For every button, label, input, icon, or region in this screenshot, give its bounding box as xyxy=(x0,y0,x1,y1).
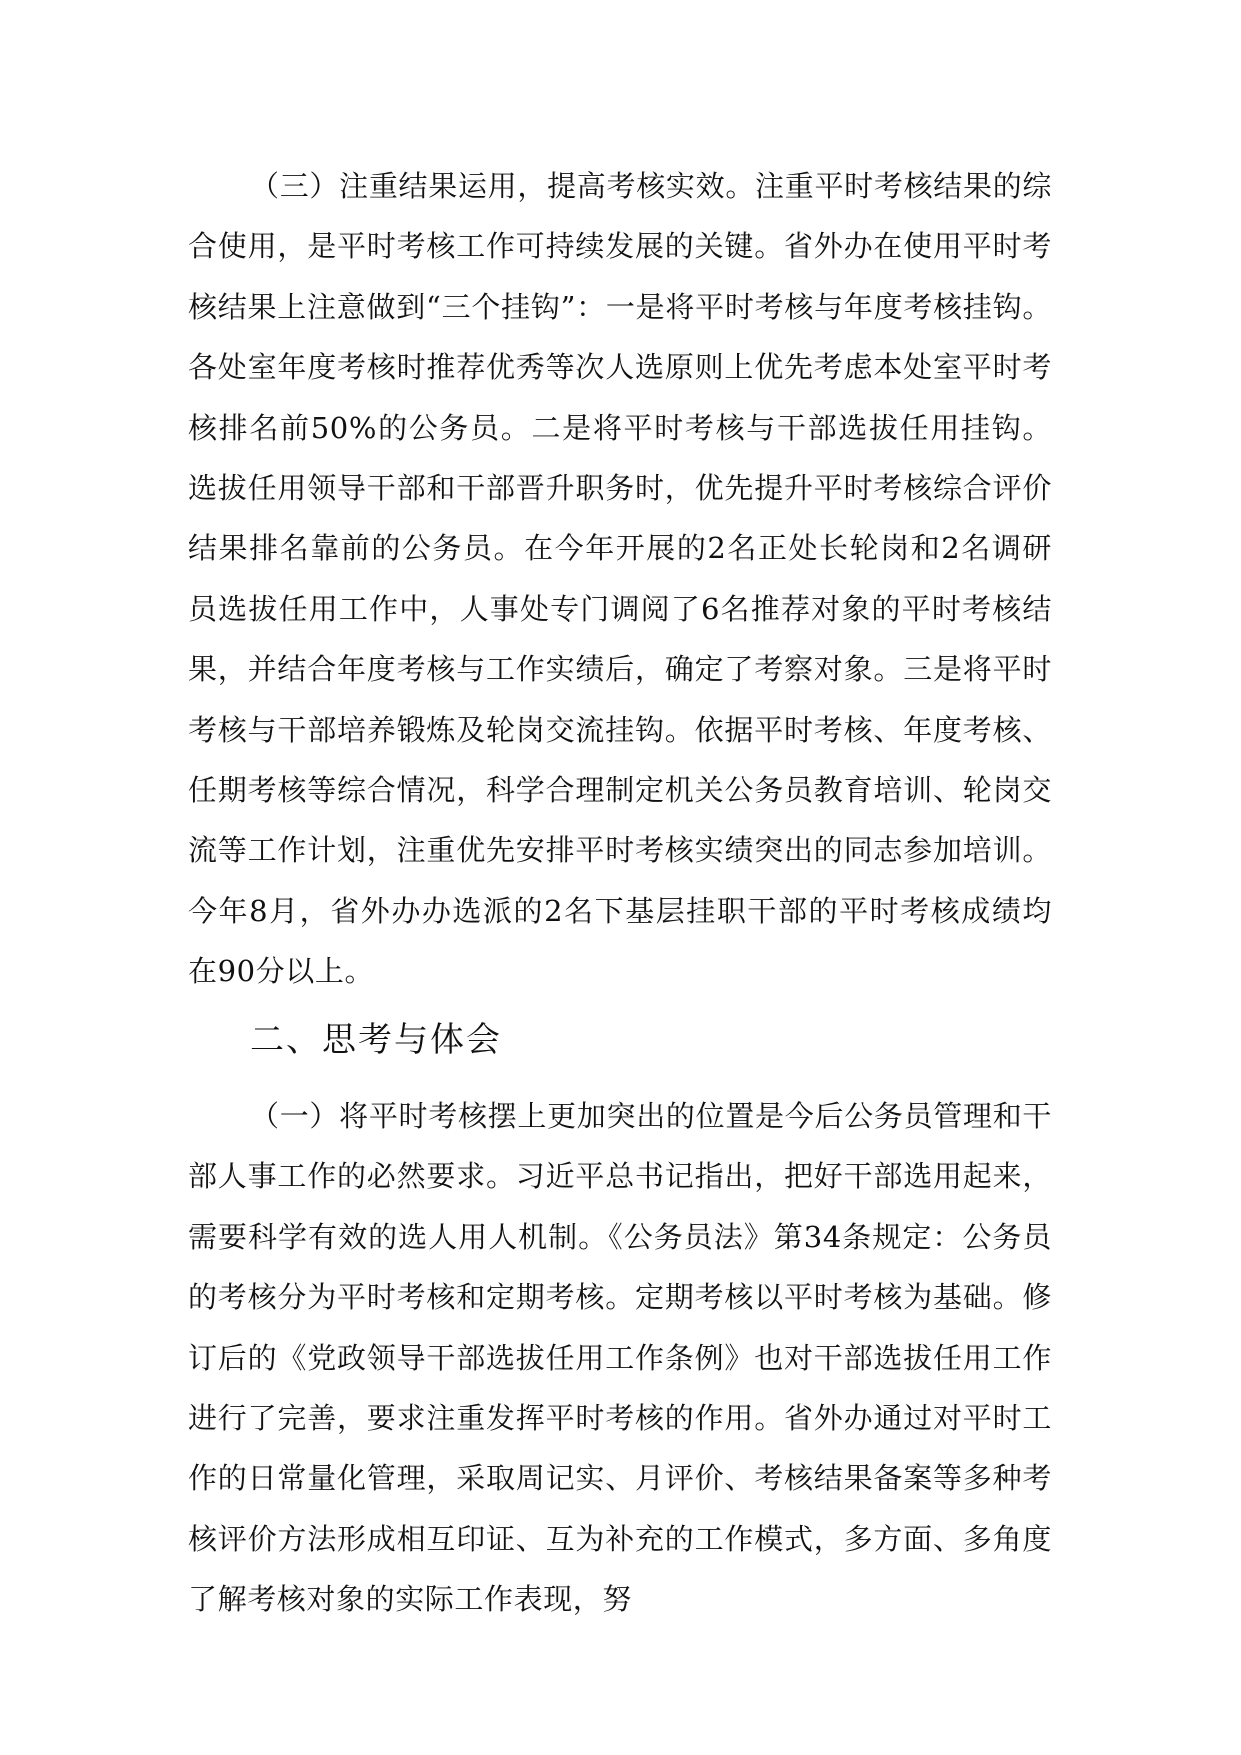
body-paragraph: （三）注重结果运用，提高考核实效。注重平时考核结果的综合使用，是平时考核工作可持续发展的关键。省外办在使用平时考核结果上注意做到“三个挂钩”：一是将平时考核与年度考核挂钩。各处室年度考核时推荐优秀等次人选原则上优先考虑本处室平时考核排名前50%的公务员。二是将平时考核与干部选拔任用挂钩。选拔任用领导干部和干部晋升职务时，优先提升平时考核综合评价结果排名靠前的公务员。在今年开展的2名正处长轮岗和2名调研员选拔任用工作中，人事处专门调阅了6名推荐对象的平时考核结果，并结合年度考核与工作实绩后，确定了考察对象。三是将平时考核与干部培养锻炼及轮岗交流挂钩。依据平时考核、年度考核、任期考核等综合情况，科学合理制定机关公务员教育培训、轮岗交流等工作计划，注重优先安排平时考核实绩突出的同志参加培训。今年8月，省外办办选派的2名下基层挂职干部的平时考核成绩均在90分以上。 xyxy=(188,169,1052,989)
body-paragraph: （一）将平时考核摆上更加突出的位置是今后公务员管理和干部人事工作的必然要求。习近平总书记指出，把好干部选用起来，需要科学有效的选人用人机制。《公务员法》第34条规定：公务员的考核分为平时考核和定期考核。定期考核以平时考核为基础。修订后的《党政领导干部选拔任用工作条例》也对干部选拔任用工作进行了完善，要求注重发挥平时考核的作用。省外办通过对平时工作的日常量化管理，采取周记实、月评价、考核结果备案等多种考核评价方法形成相互印证、互为补充的工作模式，多方面、多角度了解考核对象的实际工作表现，努 xyxy=(188,1099,1052,1617)
section-heading: 二、思考与体会 xyxy=(250,1020,502,1060)
